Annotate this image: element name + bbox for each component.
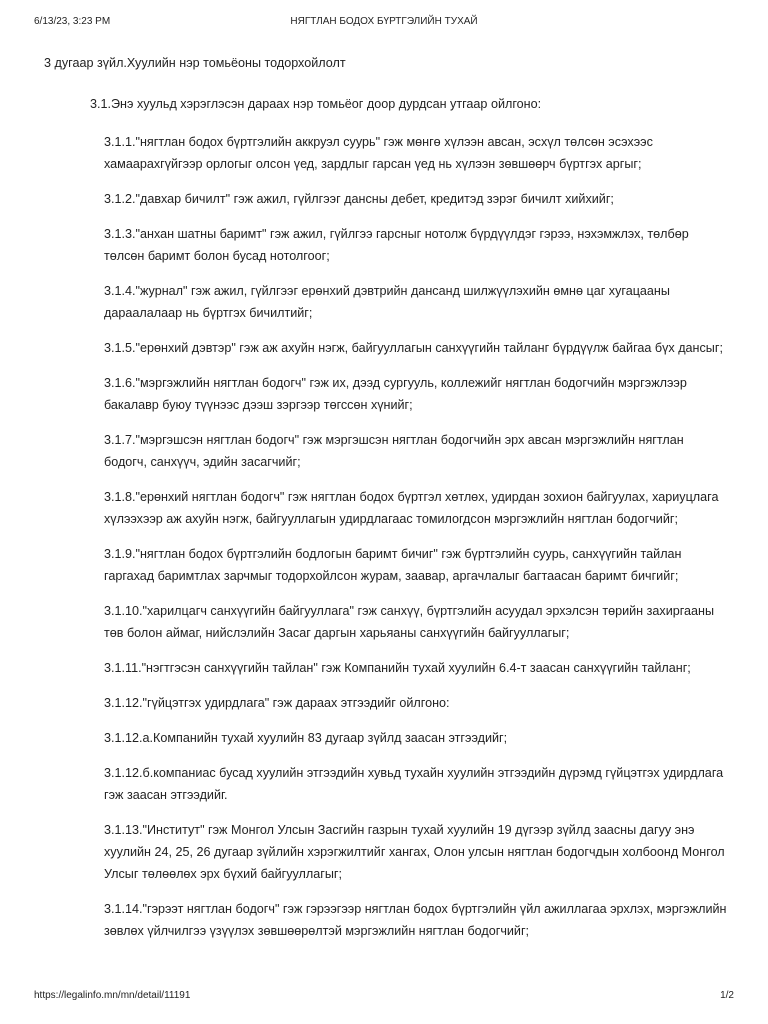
definition-item: 3.1.12."гүйцэтгэх удирдлага" гэж дараах этгээдийг ойлгоно: — [104, 696, 450, 710]
definition-item: 3.1.7."мэргэшсэн нягтлан бодогч" гэж мэргэшсэн нягтлан бодогчийн эрх авсан мэргэжлийн нягтлан бодогч, санхүүч, эдийн засагчийг; — [104, 433, 684, 469]
definition-item: 3.1.4."журнал" гэж ажил, гүйлгээг ерөнхий дэвтрийн дансанд шилжүүлэхийн өмнө цаг хугацааны дараалалаар нь бүртгэх бичилтийг; — [104, 284, 670, 320]
print-datetime: 6/13/23, 3:23 PM — [34, 16, 111, 27]
definition-item: 3.1.12.б.компаниас бусад хуулийн этгээдийн хувьд тухайн хуулийн этгээдийн дүрэмд гүйцэтгэх удирдлага гэж заасан этгээдийг. — [104, 766, 724, 802]
definition-item: 3.1.6."мэргэжлийн нягтлан бодогч" гэж их, дээд сургууль, коллежийг нягтлан бодогчийн мэргэжлээр бакалавр буюу түүнээс дээш зэргээр төгссөн хүнийг; — [104, 376, 687, 412]
page-title: НЯГТЛАН БОДОХ БҮРТГЭЛИЙН ТУХАЙ — [290, 16, 478, 27]
definition-item: 3.1.9."нягтлан бодох бүртгэлийн бодлогын баримт бичиг" гэж бүртгэлийн суурь, санхүүгийн тайлан гаргахад баримтлах зарчмыг тодорхойлсон журам, заавар, аргачлалыг багтаасан баримт бичгийг; — [104, 547, 682, 583]
definition-item: 3.1.14."гэрээт нягтлан бодогч" гэж гэрээгээр нягтлан бодох бүртгэлийн үйл ажиллагаа эрхлэх, мэргэжлийн зөвлөх үйлчилгээ үзүүлэх зөвшөөрөлтэй мэргэжлийн нягтлан бодогчийг; — [104, 902, 727, 938]
page-footer — [34, 990, 734, 1004]
page-number: 1/2 — [720, 990, 734, 1001]
document-content — [0, 52, 768, 955]
section-title: 3 дугаар зүйл.Хуулийн нэр томьёоны тодорхойлолт — [44, 56, 346, 70]
section-intro: 3.1.Энэ хуульд хэрэглэсэн дараах нэр томьёог доор дурдсан утгаар ойлгоно: — [90, 97, 542, 111]
definition-item: 3.1.13."Институт" гэж Монгол Улсын Засгийн газрын тухай хуулийн 19 дүгээр зүйлд заасны дагуу энэ хуулийн 24, 25, 26 дугаар зүйлийн хэрэгжилтийг хангах, Олон улсын нягтлан бодогчдын холбоонд Монгол Улсыг төлөөлөх эрх бүхий байгууллагыг; — [104, 823, 725, 881]
definition-item: 3.1.12.а.Компанийн тухай хуулийн 83 дугаар зүйлд заасан этгээдийг; — [104, 731, 508, 745]
page-header — [34, 16, 734, 30]
definition-item: 3.1.10."харилцагч санхүүгийн байгууллага" гэж санхүү, бүртгэлийн асуудал эрхэлсэн төрийн захиргааны төв болон аймаг, нийслэлийн Засаг даргын харьяаны санхүүгийн байгууллагыг; — [104, 604, 715, 640]
definition-item: 3.1.2."давхар бичилт" гэж ажил, гүйлгээг дансны дебет, кредитэд зэрэг бичилт хийхийг; — [104, 192, 614, 206]
definition-item: 3.1.1."нягтлан бодох бүртгэлийн аккруэл суурь" гэж мөнгө хүлээн авсан, эсхүл төлсөн эсэхээс хамаарахгүйгээр орлогыг олсон үед, зардлыг гарсан үед нь хүлээн зөвшөөрч бүртгэх аргыг; — [104, 135, 653, 171]
source-url: https://legalinfo.mn/mn/detail/11191 — [34, 990, 191, 1001]
definition-item: 3.1.3."анхан шатны баримт" гэж ажил, гүйлгээ гарсныг нотолж бүрдүүлдэг гэрээ, нэхэмжлэх, төлбөр төлсөн баримт болон бусад нотолгоог; — [104, 227, 689, 263]
definition-item: 3.1.8."ерөнхий нягтлан бодогч" гэж нягтлан бодох бүртгэл хөтлөх, удирдан зохион байгуулах, хариуцлага хүлээхээр аж ахуйн нэгж, байгууллагын удирдлагаас томилогдсон мэргэжлийн нягтлан бодогчийг; — [104, 490, 719, 526]
definition-item: 3.1.5."ерөнхий дэвтэр" гэж аж ахуйн нэгж, байгууллагын санхүүгийн тайланг бүрдүүлж байгаа бүх дансыг; — [104, 341, 723, 355]
definition-item: 3.1.11."нэгтгэсэн санхүүгийн тайлан" гэж Компанийн тухай хуулийн 6.4-т заасан санхүүгийн тайланг; — [104, 661, 691, 675]
